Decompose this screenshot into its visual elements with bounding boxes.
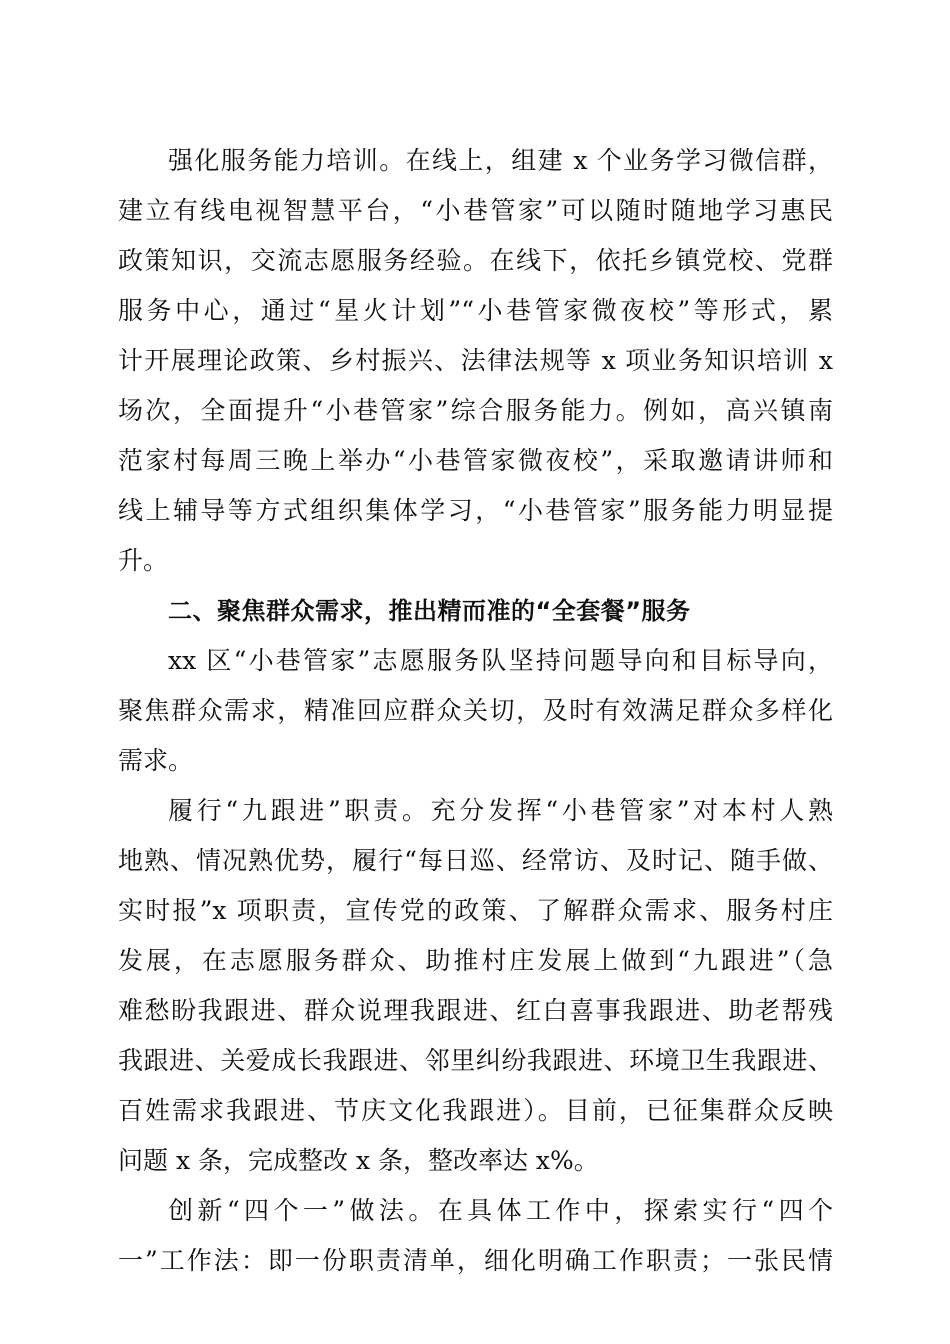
text-line: xx 区“小巷管家”志愿服务队坚持问题导向和目标导向， <box>168 646 833 675</box>
text-line: 问题 x 条，完成整改 x 条，整改率达 x%。 <box>118 1146 599 1175</box>
paragraph-service-training <box>118 136 833 586</box>
text-line: 场次，全面提升“小巷管家”综合服务能力。例如，高兴镇南 <box>118 396 833 425</box>
text-line: 聚焦群众需求，精准回应群众关切，及时有效满足群众多样化 <box>118 696 833 725</box>
text-line: 强化服务能力培训。在线上，组建 x 个业务学习微信群， <box>168 146 833 175</box>
text-line: 实时报”x 项职责，宣传党的政策、了解群众需求、服务村庄 <box>118 896 833 925</box>
text-line: 发展，在志愿服务群众、助推村庄发展上做到“九跟进”（急 <box>118 946 833 975</box>
text-line: 我跟进、关爱成长我跟进、邻里纠纷我跟进、环境卫生我跟进、 <box>118 1046 833 1075</box>
text-line: 计开展理论政策、乡村振兴、法律法规等 x 项业务知识培训 x <box>118 346 833 375</box>
text-line: 建立有线电视智慧平台，“小巷管家”可以随时随地学习惠民 <box>118 196 833 225</box>
text-line: 范家村每周三晚上举办“小巷管家微夜校”，采取邀请讲师和 <box>118 446 833 475</box>
text-line: 地熟、情况熟优势，履行“每日巡、经常访、及时记、随手做、 <box>118 846 833 875</box>
text-line: 升。 <box>118 546 169 575</box>
text-line: 服务中心，通过“星火计划”“小巷管家微夜校”等形式，累 <box>118 296 833 325</box>
document-body <box>118 136 833 1286</box>
text-line: 履行“九跟进”职责。充分发挥“小巷管家”对本村人熟 <box>168 796 833 825</box>
text-line: 难愁盼我跟进、群众说理我跟进、红白喜事我跟进、助老帮残 <box>118 996 833 1025</box>
text-line: 需求。 <box>118 746 194 775</box>
paragraph-section-intro <box>118 636 833 786</box>
paragraph-nine-follow-ups <box>118 786 833 1186</box>
paragraph-four-ones <box>118 1186 833 1286</box>
section-heading: 二、聚焦群众需求，推出精而准的“全套餐”服务 <box>168 597 691 625</box>
text-line: 线上辅导等方式组织集体学习，“小巷管家”服务能力明显提 <box>118 496 833 525</box>
text-line: 百姓需求我跟进、节庆文化我跟进）。目前，已征集群众反映 <box>118 1096 833 1125</box>
text-line: 一”工作法：即一份职责清单，细化明确工作职责；一张民情 <box>118 1246 833 1275</box>
text-line: 政策知识，交流志愿服务经验。在线下，依托乡镇党校、党群 <box>118 246 833 275</box>
text-line: 创新“四个一”做法。在具体工作中，探索实行“四个 <box>168 1196 833 1225</box>
